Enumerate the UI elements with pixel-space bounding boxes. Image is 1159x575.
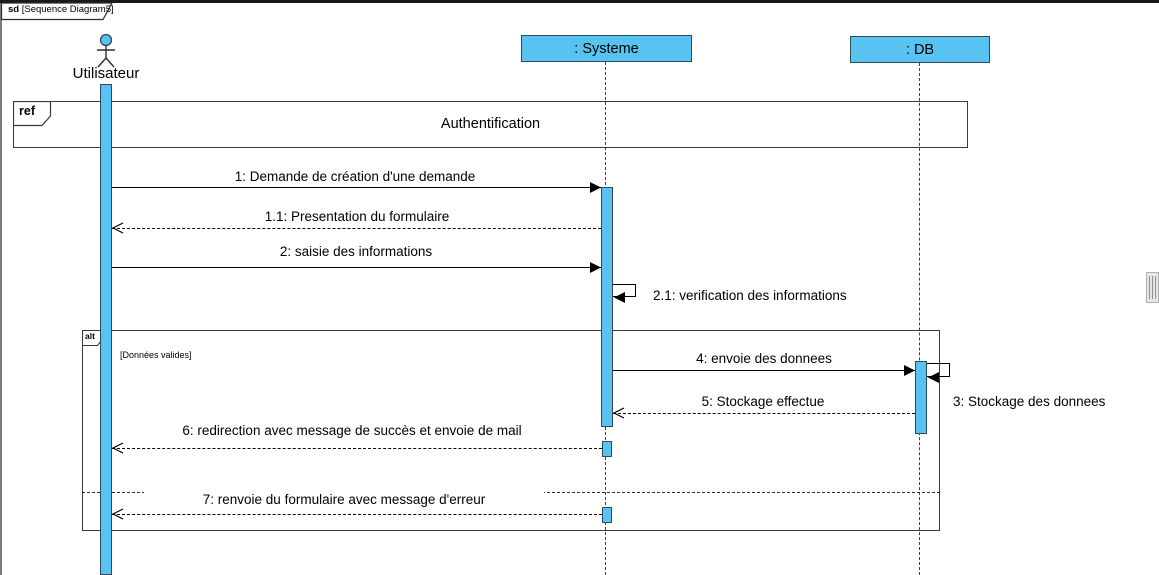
ref-fragment-name: Authentification bbox=[440, 116, 541, 132]
message-5-open-arrowhead-icon bbox=[613, 407, 625, 419]
message-1-1-label[interactable]: 1.1: Presentation du formulaire bbox=[157, 209, 557, 225]
message-1-label[interactable]: 1: Demande de création d'une demande bbox=[155, 169, 555, 185]
frame-tab-label[interactable] bbox=[8, 4, 114, 15]
message-2-1-label[interactable]: 2.1: verification des informations bbox=[653, 288, 847, 303]
message-1-arrowhead-icon bbox=[590, 182, 601, 193]
message-2-1-arrowhead-icon bbox=[614, 292, 625, 303]
splitter-grip[interactable] bbox=[1146, 272, 1159, 303]
activation-systeme[interactable] bbox=[601, 187, 613, 427]
alt-operator-label: alt bbox=[85, 331, 95, 341]
frame-title: [Sequence Diagram5] bbox=[21, 4, 114, 15]
activation-utilisateur[interactable] bbox=[100, 84, 112, 575]
message-2-label[interactable]: 2: saisie des informations bbox=[156, 244, 556, 260]
message-1-1-line[interactable] bbox=[112, 228, 601, 229]
message-6-line[interactable] bbox=[112, 448, 602, 449]
message-2-arrowhead-icon bbox=[590, 262, 601, 273]
message-3-label[interactable]: 3: Stockage des donnees bbox=[953, 394, 1106, 409]
message-1-1-open-arrowhead-icon bbox=[112, 222, 124, 234]
message-5-line[interactable] bbox=[613, 413, 915, 414]
grip-lines-icon bbox=[1149, 276, 1156, 299]
frame-top-border bbox=[0, 0, 1159, 3]
actor-figure[interactable] bbox=[90, 31, 122, 69]
message-1-line[interactable] bbox=[112, 187, 601, 188]
message-7-label[interactable]: 7: renvoie du formulaire avec message d'erreur bbox=[144, 492, 544, 508]
frame-operator: sd bbox=[8, 4, 20, 15]
message-7-line[interactable] bbox=[112, 514, 602, 515]
lifeline-head-db[interactable] bbox=[850, 36, 990, 63]
message-6-label[interactable]: 6: redirection avec message de succès et envoie de mail bbox=[152, 423, 552, 439]
actor-label[interactable]: Utilisateur bbox=[72, 65, 140, 82]
activation-stub-systeme-1[interactable] bbox=[602, 441, 612, 457]
message-4-label[interactable]: 4: envoie des donnees bbox=[613, 351, 915, 367]
alt-guard-label[interactable]: [Données valides] bbox=[120, 350, 192, 360]
message-4-arrowhead-icon bbox=[904, 365, 915, 376]
message-7-open-arrowhead-icon bbox=[112, 508, 124, 520]
ref-operator-label: ref bbox=[19, 104, 35, 118]
frame-left-border bbox=[0, 3, 2, 575]
message-3-arrowhead-icon bbox=[928, 372, 939, 383]
actor-head-icon bbox=[101, 35, 112, 46]
activation-stub-systeme-2[interactable] bbox=[602, 507, 612, 523]
lifeline-db-label: : DB bbox=[905, 41, 935, 58]
message-6-open-arrowhead-icon bbox=[112, 442, 124, 454]
message-5-label[interactable]: 5: Stockage effectue bbox=[613, 394, 913, 410]
message-4-line[interactable] bbox=[613, 370, 915, 371]
message-2-line[interactable] bbox=[112, 267, 601, 268]
activation-db[interactable] bbox=[915, 361, 927, 434]
lifeline-systeme-label: : Systeme bbox=[574, 40, 639, 57]
lifeline-head-systeme[interactable] bbox=[521, 35, 692, 62]
